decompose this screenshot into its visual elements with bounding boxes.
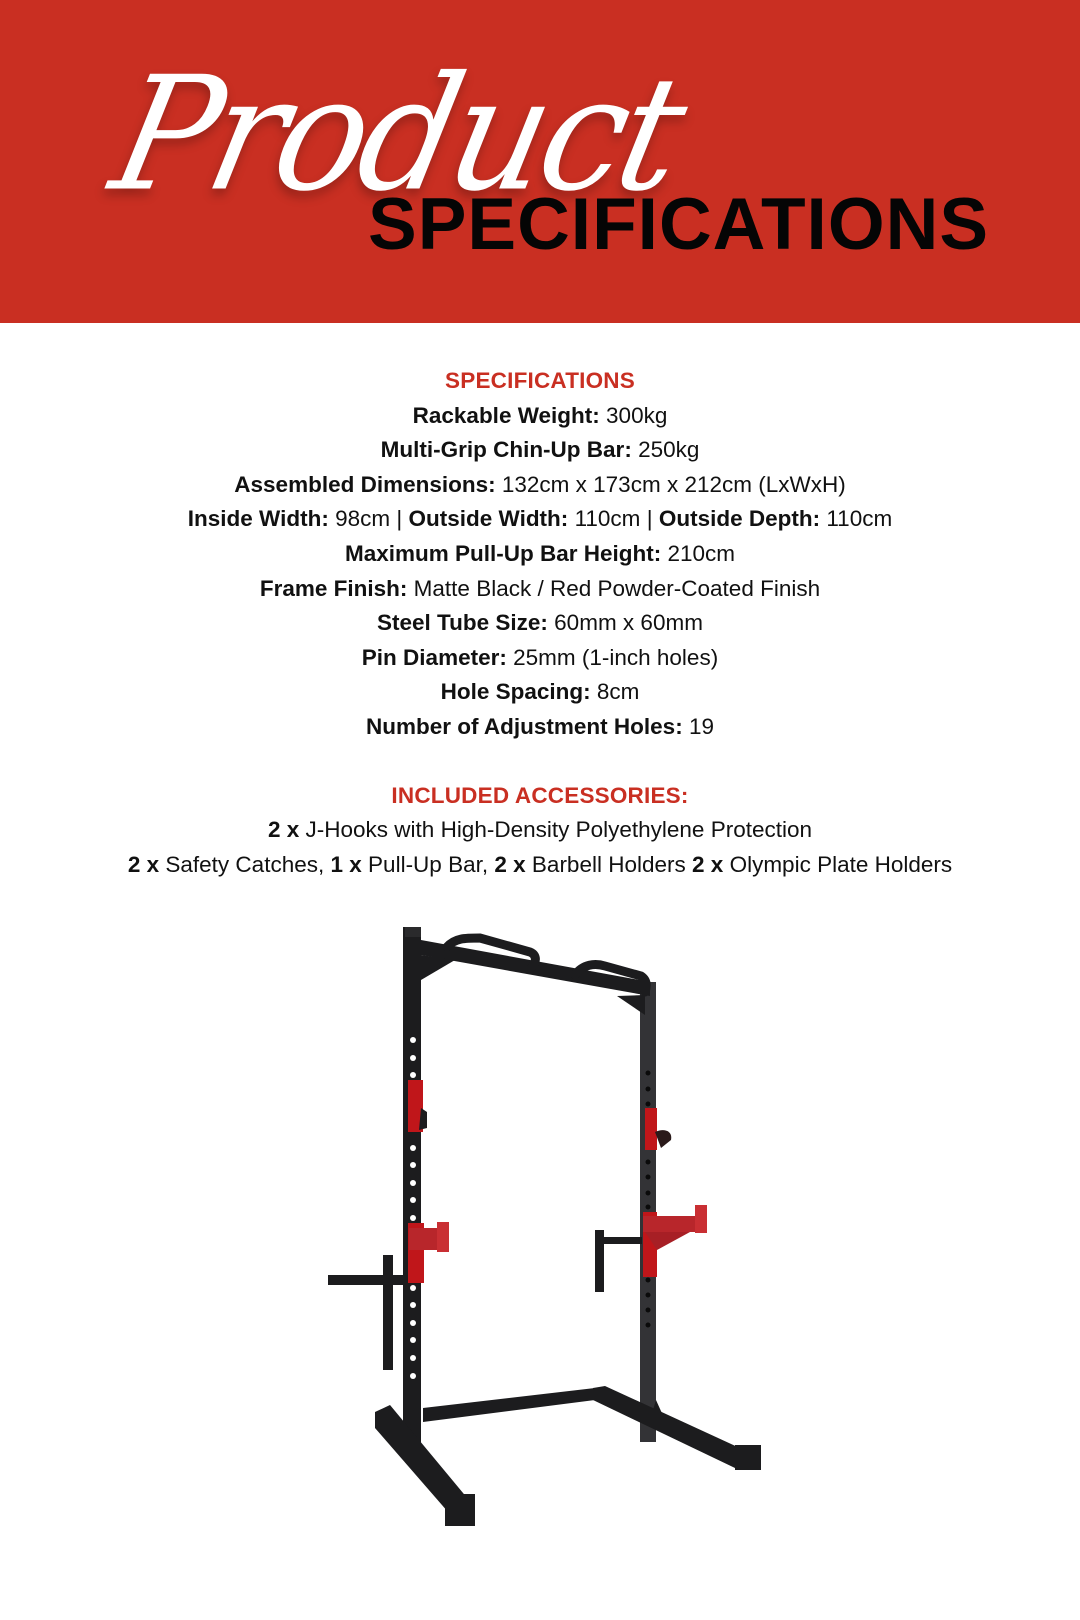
banner-block-title: SPECIFICATIONS (368, 184, 990, 265)
accessory-item: Pull-Up Bar, (368, 851, 489, 877)
spec-label: Outside Depth: (658, 506, 821, 532)
product-image-half-rack (305, 900, 785, 1565)
accessories-line-1 (0, 813, 1080, 848)
spec-label: Hole Spacing: (440, 679, 591, 705)
spec-hole-spacing (0, 675, 1080, 710)
spec-value: 98cm (335, 506, 391, 532)
spec-assembled-dimensions (0, 468, 1080, 503)
spec-value: 110cm (574, 506, 641, 532)
spec-label: Frame Finish: (259, 575, 408, 601)
spec-adjustment-holes (0, 710, 1080, 745)
banner-script-title: Product (98, 43, 696, 227)
spec-rackable-weight (0, 399, 1080, 434)
specifications-heading: SPECIFICATIONS (445, 368, 635, 393)
spec-label: Pin Diameter: (361, 644, 507, 670)
spec-pull-up-height (0, 537, 1080, 572)
accessory-qty: 2 x (692, 851, 724, 877)
spec-label: Outside Width: (408, 506, 569, 532)
half-rack-illustration (305, 900, 785, 1565)
spec-value: 25mm (1-inch holes) (513, 644, 719, 670)
spec-label: Assembled Dimensions: (234, 471, 496, 497)
spec-value: 19 (688, 713, 714, 739)
specifications-section (0, 364, 1080, 882)
spec-pin-diameter (0, 641, 1080, 676)
spec-label: Rackable Weight: (412, 402, 600, 428)
accessory-item: Safety Catches, (165, 851, 325, 877)
spec-value: 210cm (667, 540, 736, 566)
accessory-qty: 2 x (127, 851, 160, 877)
spec-widths (0, 502, 1080, 537)
header-banner (0, 0, 1080, 323)
accessory-qty: 2 x (267, 817, 300, 843)
spec-value: 250kg (638, 437, 700, 463)
spec-label: Multi-Grip Chin-Up Bar: (380, 437, 632, 463)
spec-label: Number of Adjustment Holes: (366, 713, 683, 739)
accessory-item: J-Hooks with High-Density Polyethylene Protection (305, 817, 813, 843)
spec-value: Matte Black / Red Powder-Coated Finish (413, 575, 821, 601)
accessories-line-2 (0, 848, 1080, 883)
spec-frame-finish (0, 572, 1080, 607)
spec-label: Inside Width: (187, 506, 329, 532)
separator: | (646, 506, 653, 532)
accessory-item: Barbell Holders (531, 851, 686, 877)
spec-value: 300kg (606, 402, 668, 428)
accessory-item: Olympic Plate Holders (729, 851, 953, 877)
spec-tube-size (0, 606, 1080, 641)
spec-value: 132cm x 173cm x 212cm (LxWxH) (501, 471, 846, 497)
accessory-qty: 2 x (494, 851, 526, 877)
spec-value: 110cm (826, 506, 893, 532)
accessory-qty: 1 x (330, 851, 362, 877)
spec-label: Steel Tube Size: (377, 610, 548, 636)
separator: | (396, 506, 403, 532)
spec-label: Maximum Pull-Up Bar Height: (344, 540, 662, 566)
spec-value: 8cm (596, 679, 640, 705)
accessories-heading: INCLUDED ACCESSORIES: (391, 782, 689, 808)
spec-chin-up-bar (0, 433, 1080, 468)
spec-value: 60mm x 60mm (554, 610, 703, 636)
